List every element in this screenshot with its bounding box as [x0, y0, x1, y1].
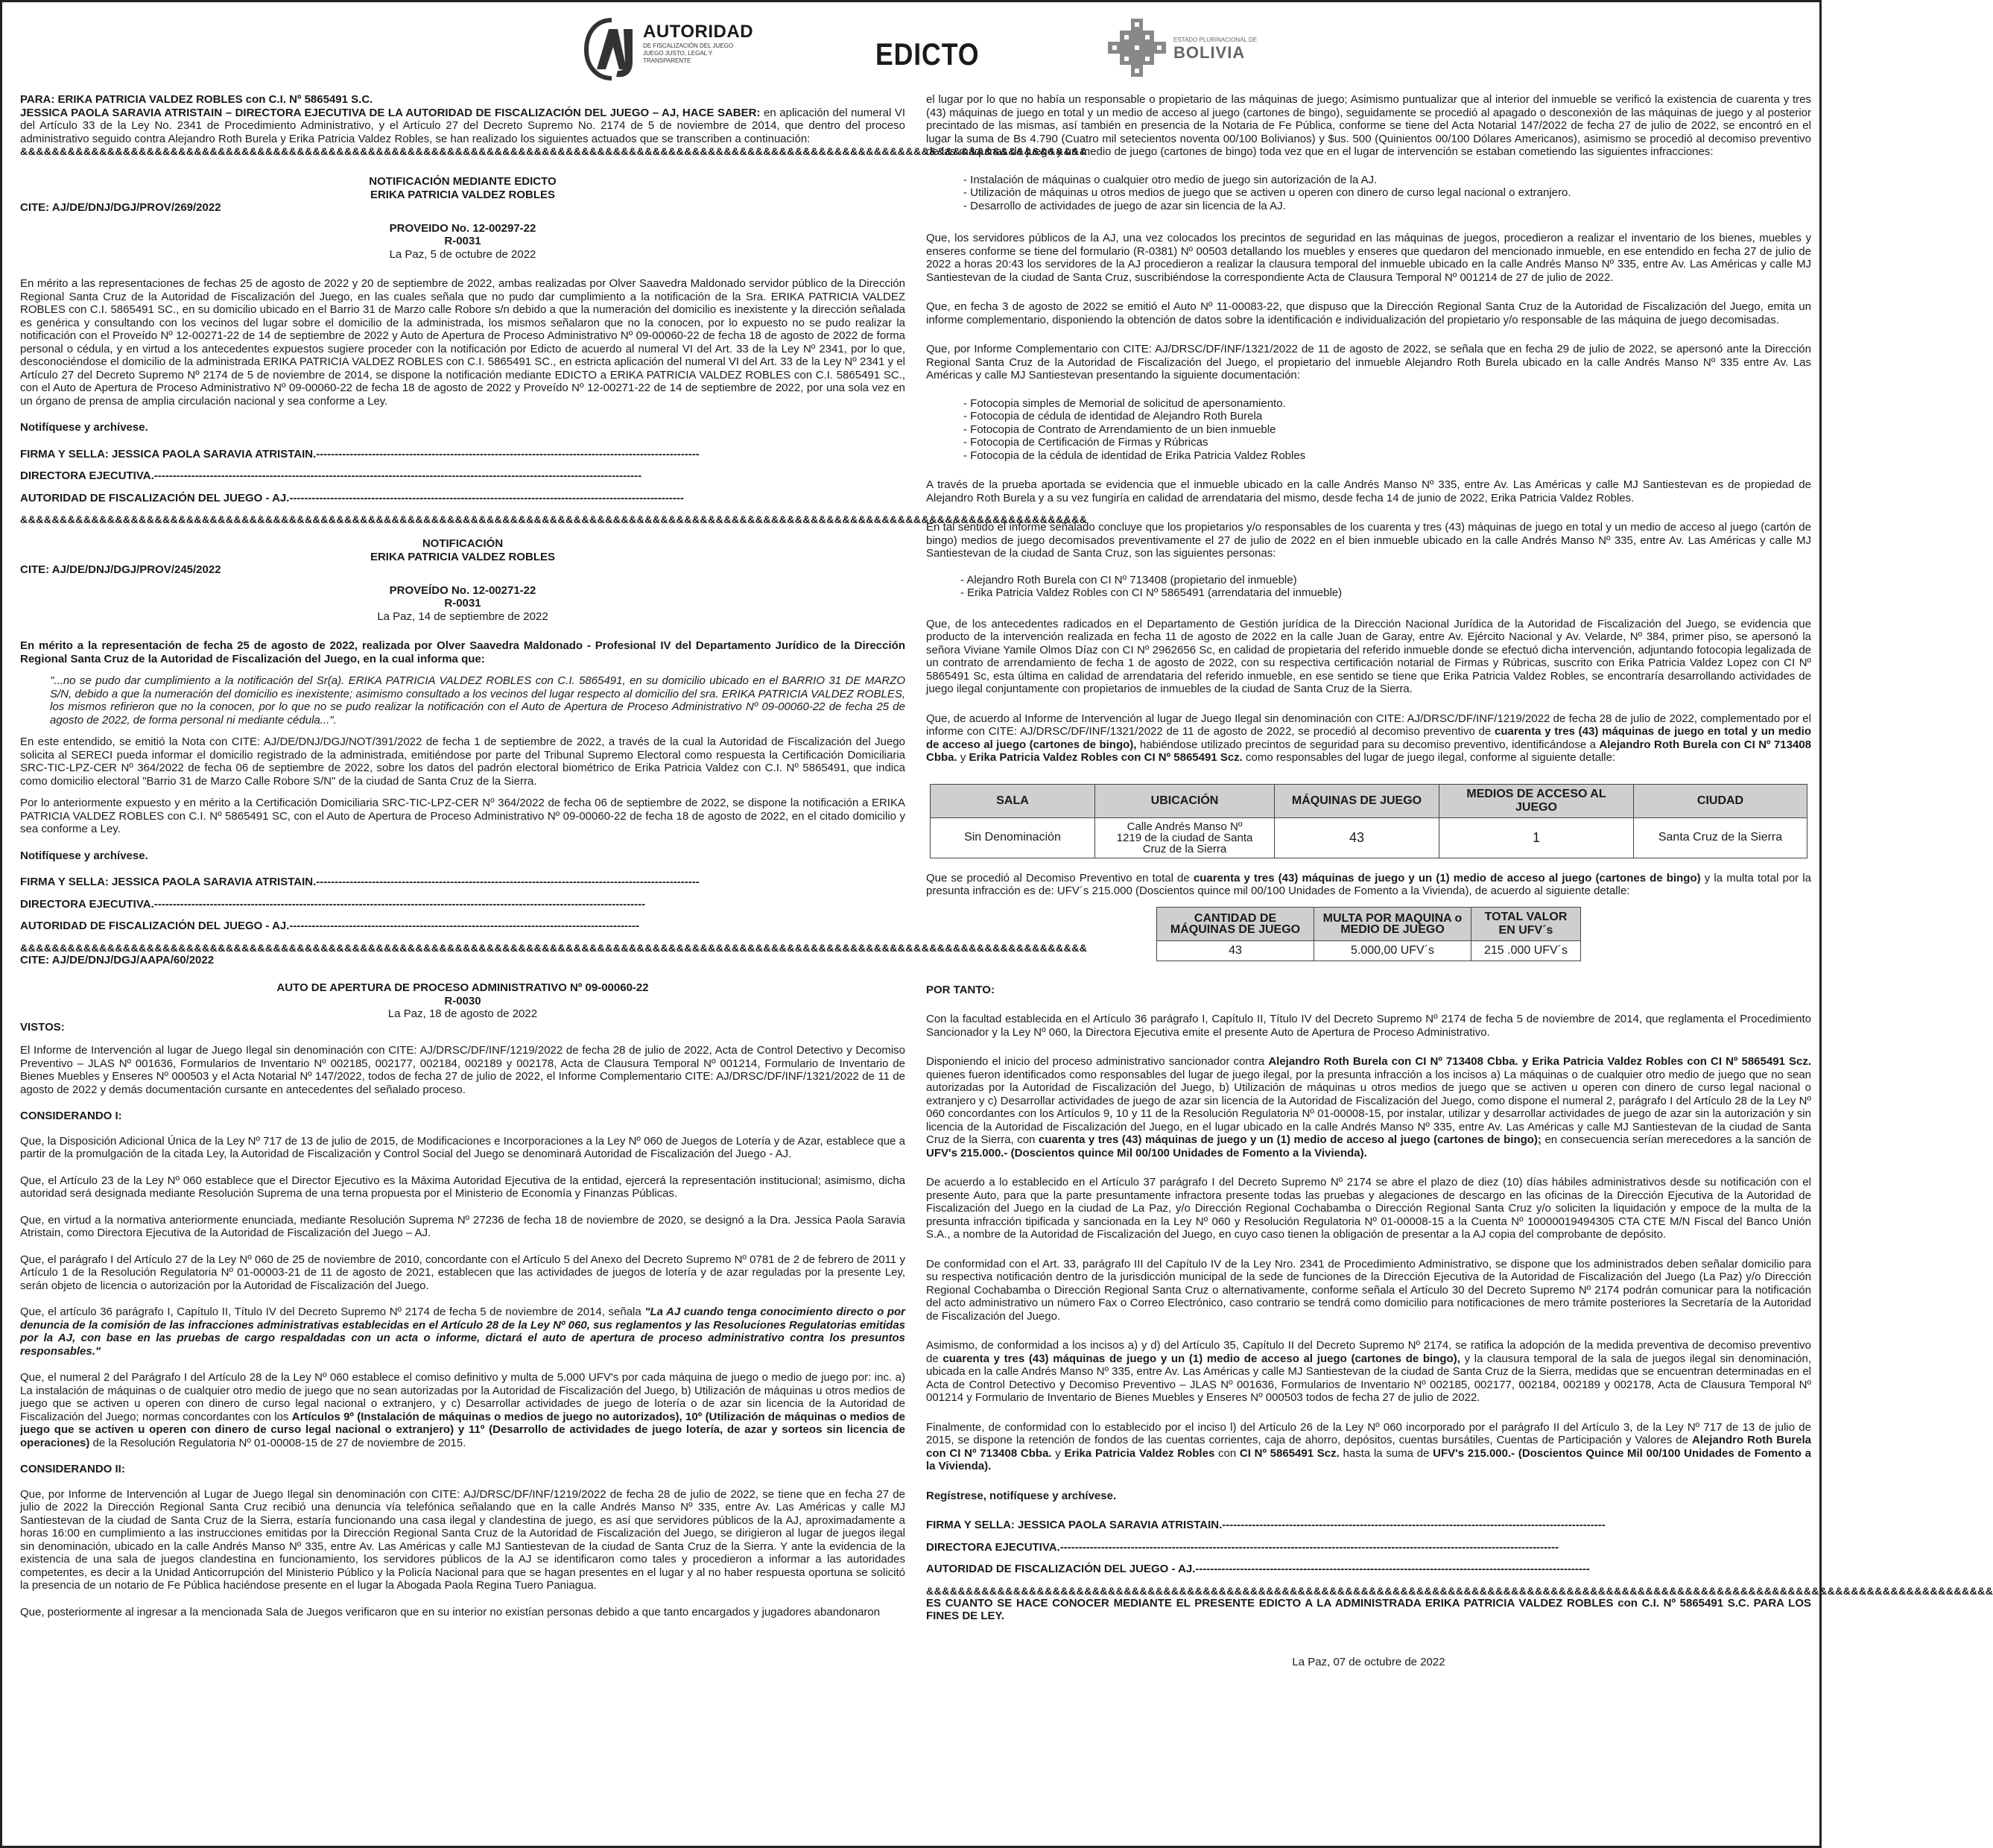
final-statement: ES CUANTO SE HACE CONOCER MEDIANTE EL PRESENTE EDICTO A LA ADMINISTRADA ERIKA PATRICIA VALDEZ ROBLES con C.I. Nº 5865491 S.C. PARA LOS FINES DE LEY.: [926, 1596, 1811, 1622]
pt6-text2: y: [1051, 1446, 1065, 1460]
considerando-1-p6: [20, 1371, 905, 1449]
right-p9: [926, 872, 1811, 898]
notification1-date: La Paz, 5 de octubre de 2022: [389, 247, 536, 261]
por-tanto-p5: [926, 1339, 1811, 1405]
notification2-p3: Por lo anteriormente expuesto y en mérito a la Certificación Domiciliaria SRC-TIC-LPZ-CER Nº 364/2022 de fecha 06 de septiembre de 2022, se dispone la notificación a ERIKA PATRICIA VALDEZ ROBLES con C.I. Nº 5865491 SC, con el Auto de Apertura de Proceso Administrativo Nº 09-00060-22 de fecha 18 de agosto de 2022, en el citado domicilio y sea conforme a Ley.: [20, 797, 905, 835]
pt2-text2: quienes fueron identificados como responsables del lugar de juego ilegal, por la presunta infracción a los incisos a) La máquinas o de cualquier otro medio de juego que no sean autorizadas por la Autoridad de Fiscalización del Juego, b) Utilización de máquinas u otros medios de juego que se activen u operen con dinero de curso legal nacional o extranjero y c) Desarrollar actividades de juego de azar sin licencia de la Autoridad de Fiscalización del Juego, como dispone el numeral 2, parágrafo I del Artículo 28 de la Ley Nº 060 concordantes con los Artículos 9, 10 y 11 de la Resolución Regulatoria Nº 01-00008-15, por instalar, utilizar y desarrollar actividades de juego de azar sin la autorización y sin licencia de la Autoridad de Fiscalización del Juego, en el lugar ubicado en la calle Andrés Manso Nº 335, entre Av. Las Américas y calle MJ Santiestevan de la ciudad de Santa Cruz de la Sierra, con: [926, 1068, 1811, 1146]
intro-paragraph: [20, 107, 905, 146]
aj-logo-sub2: JUEGO JUSTO, LEGAL Y TRANSPARENTE: [643, 50, 713, 64]
sala-table: [930, 784, 1807, 858]
pt6-bold: Alejandro Roth Burela con CI Nº 713408 Cbba.: [926, 1434, 1811, 1460]
considerando-1-p5: [20, 1306, 905, 1358]
list-item: - Erika Patricia Valdez Robles con CI Nº 5865491 (arrendataria del inmueble): [960, 586, 1811, 600]
c1-p5-text: Que, el artículo 36 parágrafo I, Capítulo II, Título IV del Decreto Supremo Nº 2174 de fecha 5 de noviembre de 2014, señala: [20, 1306, 645, 1318]
notification2-notifiquese: Notifíquese y archívese.: [20, 849, 148, 862]
notification2-proveido: PROVEÍDO No. 12-00271-22: [389, 583, 536, 597]
p9-text: Que se procedió al Decomiso Preventivo en total de: [926, 871, 1194, 885]
pt2-text3: en consecuencia serían merecedores a la sanción de: [1541, 1133, 1812, 1146]
c1-p6-text: Que, el numeral 2 del Parágrafo I del Artículo 28 de la Ley Nº 060 establece el comiso definitivo y multa de 5.000 UFV's por cada máquina de juego o medio de juego por: inc. a) La instalación de máquinas o de cualquier otro medio de juego que no sean autorizadas por la Autoridad de Fiscalización del Juego, b) Utilización de máquinas u otros medios de juego que se activen u operen con dinero de curso legal nacional o extranjero, y c) Desarrollar actividades de juego de lotería o de azar sin licencia de la Autoridad de Fiscalización del Juego; normas concordantes con los: [20, 1371, 905, 1423]
signature-line-2: DIRECTORA EJECUTIVA.--------------------------------------------------------------------------------------------------------------------------------------: [926, 1540, 1559, 1554]
right-p4: Que, por Informe Complementario con CITE: AJ/DRSC/DF/INF/1321/2022 de 11 de agosto de 2022, se señala que en fecha 29 de julio de 2022, se apersonó ante la Dirección Regional Santa Cruz de la Autoridad de Fiscalización del Juego, el propietario del inmueble Alejandro Roth Burela ubicado en la calle Andrés Manso Nº 335 entre Av. Las Américas y calle MJ Santiestevan presentando la siguiente documentación:: [926, 343, 1811, 382]
pt6-bold2: Erika Patricia Valdez Robles: [1064, 1446, 1215, 1460]
right-p7: Que, de los antecedentes radicados en el Departamento de Gestión jurídica de la Dirección Nacional Jurídica de la Autoridad de Fiscalización del Juego, se evidencia que producto de la intervención realizada en fecha 11 de agosto de 2022 en la calle Juan de Garay, entre Av. Ejército Nacional y Av. Velarde, Nº 384, primer piso, se apersonó la señora Viviane Yamile Olmos Díaz con CI Nº 2962656 Sc, en calidad de propietaria del referido inmueble donde se efectuó dicha intervención, adjuntando fotocopia legalizada de un contrato de arrendamiento de fecha 1 de agosto de 2022, con su respectiva certificación notarial de Firmas y Rúbricas, suscrito con Erika Patricia Valdez Lopez con CI Nº 5865491 Sc, esta última en calidad de arrendataria del referido inmueble, en ese sentido se tiene que Erika Patricia Valdez Robles, se encontraría desarrollando actividades de juego ilegal conjuntamente con propietarios de inmuebles de la ciudad de Santa Cruz de la Sierra.: [926, 617, 1811, 695]
pt6-text: Finalmente, de conformidad con lo establecido por el inciso l) del Artículo 26 de la Ley Nº 060 incorporado por el parágrafo II del Artículo 3, de la Ley Nº 717 de 13 de julio de 2015, se dispone la retención de fondos de las cuentas corrientes, caja de ahorro, depósitos, cuentas bursátiles, Cuentas de Participación y Valores de: [926, 1420, 1811, 1446]
p8-text: Que, de acuerdo al Informe de Intervención al lugar de Juego Ilegal sin denominación con CITE: AJ/DRSC/DF/INF/1219/2022 de fecha 28 de julio de 2022, complementado por el informe con CITE: AJ/DRSC/DF/INF/1321/2022 de 11 de agosto de 2022, se procedió al decomiso preventivo de: [926, 712, 1811, 738]
p8-bold3: Erika Patricia Valdez Robles con CI Nº 5865491 Scz.: [969, 751, 1243, 764]
pt2-bold3: UFV's 215.000.- (Doscientos quince Mil 00/100 Unidades de Fomento a la Vivienda).: [926, 1146, 1367, 1159]
signature-line-3: AUTORIDAD DE FISCALIZACIÓN DEL JUEGO - AJ.----------------------------------------------------------------------------------------------------------: [20, 491, 684, 504]
auto-cite: CITE: AJ/DE/DNJ/DGJ/AAPA/60/2022: [20, 953, 215, 966]
header: [2, 2, 1819, 92]
notification2-cite: CITE: AJ/DE/DNJ/DGJ/PROV/245/2022: [20, 563, 221, 576]
aj-logo: [583, 17, 754, 81]
notification1-proveido: PROVEIDO No. 12-00297-22: [389, 221, 536, 235]
pt6-bold3: CI Nº 5865491 Scz.: [1239, 1446, 1340, 1460]
separator-line: &&&&&&&&&&&&&&&&&&&&&&&&&&&&&&&&&&&&&&&&&&&&&&&&&&&&&&&&&&&&&&&&&&&&&&&&&&&&&&&&&&&&&&&&&&&&&&&&&&&&&&&&&&&&&&&&&&&&&&&&&&&&&&&&&&&&&&&: [20, 145, 1088, 157]
separator-line: &&&&&&&&&&&&&&&&&&&&&&&&&&&&&&&&&&&&&&&&&&&&&&&&&&&&&&&&&&&&&&&&&&&&&&&&&&&&&&&&&&&&&&&&&&&&&&&&&&&&&&&&&&&&&&&&&&&&&&&&&&&&&&&&&&&&&&&: [20, 513, 1088, 525]
signature-line-3: AUTORIDAD DE FISCALIZACIÓN DEL JUEGO - AJ.----------------------------------------------------------------------------------------------: [20, 920, 639, 932]
table-cell: 1: [1439, 817, 1634, 858]
aj-logo-name: AUTORIDAD: [643, 22, 754, 42]
por-tanto-p1: Con la facultad establecida en el Artículo 36 parágrafo I, Capítulo II, Título IV del Decreto Supremo Nº 2174 de fecha 5 de noviembre de 2014, que reglamenta el Procedimiento Sancionador y la Ley Nº 060, la Directora Ejecutiva emite el presente Auto de Apertura de Proceso Administrativo.: [926, 1013, 1811, 1039]
pt2-bold: Alejandro Roth Burela con CI Nº 713408 Cbba. y Erika Patricia Valdez Robles con CI Nº 5865491 Scz.: [1268, 1055, 1811, 1068]
considerando-2-p1: Que, por Informe de Intervención al Lugar de Juego Ilegal sin denominación con CITE: AJ/DRSC/DF/INF/1219/2022 de fecha 28 de julio de 2022, se tiene que en fecha 27 de julio de 2022 la Dirección Regional Santa Cruz recibió una denuncia vía telefónica señalando que en la calle Andrés Manso Nº 335, entre Av. Las Américas y calle MJ Santiestevan de la ciudad de Santa Cruz de la Sierra, estaría funcionando una casa ilegal y clandestina de juego, es así que servidores públicos de la AJ, aproximadamente a horas 16:00 en cumplimiento a las instrucciones emitidas por la Dirección Regional Santa Cruz de la Autoridad de Fiscalización del Juego, se dirigieron al lugar de juegos ilegal sin denominación, ubicado en la calle Andrés Manso Nº 335, entre Av. Las Américas y calle MJ Santiestevan de la ciudad de Santa Cruz de la Sierra. Y ante la evidencia de la existencia de una sala de juegos clandestina en funcionamiento, los servidores públicos de la AJ se identificaron como tales y procedieron a informar a las autoridades competentes, es decir a la Unidad Anticorrupción del Ministerio Público y la Policía Nacional para que se hagan presentes en el lugar y al no haber respuesta oportuna se solicitó la presencia de un notario de Fe Pública haciéndose presente en el lugar la Abogada Paola Regina Tuero Paniagua.: [20, 1487, 905, 1592]
intro-bold: JESSICA PAOLA SARAVIA ATRISTAIN – DIRECTORA EJECUTIVA DE LA AUTORIDAD DE FISCALIZACIÓN DEL JUEGO – AJ, HACE SABER:: [20, 106, 761, 119]
final-date: La Paz, 07 de octubre de 2022: [1292, 1655, 1445, 1668]
list-item: - Fotocopia de cédula de identidad de Alejandro Roth Burela: [963, 410, 1811, 423]
notification2-p2: En este entendido, se emitió la Nota con CITE: AJ/DE/DNJ/DGJ/NOT/391/2022 de fecha 1 de septiembre de 2022, a través de la cual la Autoridad de Fiscalización del Juego solicita al SERECI pueda informar el domicilio registrado de la administrada, emitiéndose por parte del Tribunal Supremo Electoral como respuesta la Certificación Domiciliaria SRC-TIC-LPZ-CER Nº 364/2022 de fecha 06 de septiembre de 2022, sobre los datos del padrón electoral biométrico de Erika Patricia Valdez con C.I. Nº 5865491, que indica como domicilio electoral "Barrio 31 de Marzo Calle Robore S/N" de la ciudad de Santa Cruz de la Sierra.: [20, 735, 905, 788]
separator-line: &&&&&&&&&&&&&&&&&&&&&&&&&&&&&&&&&&&&&&&&&&&&&&&&&&&&&&&&&&&&&&&&&&&&&&&&&&&&&&&&&&&&&&&&&&&&&&&&&&&&&&&&&&&&&&&&&&&&&&&&&&&&&&&&&&&&&&&: [20, 941, 1088, 954]
por-tanto-heading: POR TANTO:: [926, 983, 995, 996]
notification1-title: NOTIFICACIÓN MEDIANTE EDICTO: [369, 175, 557, 188]
bolivia-logo: [1105, 16, 1284, 80]
right-p5: A través de la prueba aportada se evidencia que el inmueble ubicado en la calle Andrés Manso Nº 335, entre Av. Las Américas y calle MJ Santiestevan es de propiedad de Alejandro Roth Burela y a su vez fungiría en calidad de arrendataria del mismo, desde fecha 14 de junio de 2022, Erika Patricia Valdez Robles.: [926, 478, 1811, 504]
table-header: CIUDAD: [1634, 784, 1807, 817]
aj-logo-sub1: DE FISCALIZACIÓN DEL JUEGO: [643, 42, 734, 49]
responsibles-list: [960, 574, 1811, 600]
list-item: - Fotocopia de Certificación de Firmas y Rúbricas: [963, 436, 1811, 449]
table-header: SALA: [931, 784, 1095, 817]
p8-bold2: Alejandro Roth Burela con CI Nº 713408 Cbba.: [926, 738, 1811, 764]
por-tanto-p6: [926, 1421, 1811, 1473]
p9-text2: y la multa total por la presunta infracción es de: UFV´s 215.000 (Doscientos quince mil 00/100 Unidades de Fomento a la Vivienda), de acuerdo al siguiente detalle:: [926, 871, 1811, 897]
notification2-bold: En mérito a la representación de fecha 25 de agosto de 2022, realizada por Olver Saavedra Maldonado - Profesional IV del Departamento Jurídico de la Dirección Regional Santa Cruz de la Autoridad de Fiscalización del Juego, en la cual informa que:: [20, 639, 905, 665]
vistos-body: El Informe de Intervención al lugar de Juego Ilegal sin denominación con CITE: AJ/DRSC/DF/INF/1219/2022 de fecha 28 de julio de 2022, Acta de Control Detectivo y Decomiso Preventivo – JLAS Nº 001636, Formularios de Inventario Nº 002185, 002177, 002184, 002189 y 002178, Acta de Clausura Temporal Nº 001214, Formulario de Inventario de Bienes Muebles y Enseres Nº 000503 y el Acta Notarial Nº 147/2022, todos de fecha 27 de julio de 2022, el Informe Complementario CITE: AJ/DRSC/DF/INF/1321/2022 de 11 de agosto de 2022 y demás documentación cursante en antecedentes del señalado proceso.: [20, 1044, 905, 1096]
list-item: - Fotocopia de la cédula de identidad de Erika Patricia Valdez Robles: [963, 449, 1811, 463]
considerando-1-heading: CONSIDERANDO I:: [20, 1110, 122, 1122]
bolivia-seal-icon: [1105, 16, 1169, 80]
infractions-list: [963, 174, 1811, 213]
separator-line: &&&&&&&&&&&&&&&&&&&&&&&&&&&&&&&&&&&&&&&&&&&&&&&&&&&&&&&&&&&&&&&&&&&&&&&&&&&&&&&&&&&&&&&&&&&&&&&&&&&&&&&&&&&&&&&&&&&&&&&&&&&&&&&&&&&&&&&: [926, 1584, 1993, 1597]
auto-title: AUTO DE APERTURA DE PROCESO ADMINISTRATIVO Nº 09-00060-22: [276, 981, 649, 994]
intro-rest: en aplicación del numeral VI del Artículo 33 de la Ley No. 2341 de Procedimiento Administrativo, y el Artículo 27 del Decreto Supremo No. 2174 de 5 de noviembre de 2014, que dentro del proceso administrativo seguido contra Alejandro Roth Burela y Erika Patricia Valdez Robles, se han realizado los siguientes actuados que se transcriben a continuación:: [20, 106, 905, 145]
list-item: - Fotocopia simples de Memorial de solicitud de apersonamiento.: [963, 397, 1811, 411]
aj-logo-icon: [583, 17, 640, 81]
c1-p6-end: de la Resolución Regulatoria Nº 01-00008-15 de 27 de noviembre de 2015.: [89, 1436, 466, 1449]
considerando-2-heading: CONSIDERANDO II:: [20, 1463, 125, 1475]
notification2-title: NOTIFICACIÓN: [422, 537, 504, 550]
considerando-1-p2: Que, el Artículo 23 de la Ley Nº 060 establece que el Director Ejecutivo es la Máxima Autoridad Ejecutiva de la entidad, ejercerá la representación institucional; asimismo, dicha autoridad será designada mediante Resolución Suprema de una terna propuesta por el Ministerio de Economía y Finanzas Públicas.: [20, 1174, 905, 1200]
signature-line-1: FIRMA Y SELLA: JESSICA PAOLA SARAVIA ATRISTAIN.-------------------------------------------------------------------------------------------------------: [926, 1519, 1606, 1531]
notification1-body: En mérito a las representaciones de fechas 25 de agosto de 2022 y 20 de septiembre de 2022, ambas realizadas por Olver Saavedra Maldonado servidor público de la Dirección Regional Santa Cruz de la Autoridad de Fiscalización del Juego, en las cuales señala que no pudo dar cumplimiento a la notificación de la Sra. ERIKA PATRICIA VALDEZ ROBLES con C.I. 5865491 SC., en su domicilio ubicado en el Barrio 31 de Marzo calle Robore s/n debido a que la numeración del domicilio es inexistente y la dirección señalada es genérica y consultando con los vecinos del lugar sobre el domicilio de la administrada, los mismos señalaron que no la conocen, por lo expuesto no se pudo realizar la notificación con el Proveído Nº 12-00271-22 de 14 de septiembre de 2022 y Auto de Apertura de Proceso Administrativo Nº 09-00060-22 de fecha 18 de agosto de 2022 de forma personal o cédula, y en virtud a los antecedentes expuestos sugiere proceder con la notificación por Edicto de acuerdo al numeral VI del Art. 33 de la Ley Nº 2341, por lo que, desconociéndose el domicilio de la administrada ERIKA PATRICIA VALDEZ ROBLES con C.I. 5865491 SC., en estricta aplicación del numeral VI del Art. 33 de la Ley Nº 2341 y el Artículo 27 del Decreto Supremo Nº 2174 de 5 de noviembre de 2014, se dispone la notificación mediante EDICTO a ERIKA PATRICIA VALDEZ ROBLES con C.I. 5865491 SC., con el Auto de Apertura de Proceso Administrativo Nº 09-00060-22 de fecha 18 de agosto de 2022 y Proveído Nº 12-00271-22 de 14 de septiembre de 2022, por una sola vez en un órgano de prensa de amplia circulación nacional y sea conforme a Ley.: [20, 277, 905, 408]
pt5-bold: cuarenta y tres (43) máquinas de juego y un (1) medio de acceso al juego (cartones de bingo),: [942, 1352, 1460, 1365]
table-cell: 43: [1157, 940, 1314, 961]
signature-line-3: AUTORIDAD DE FISCALIZACIÓN DEL JUEGO - AJ.----------------------------------------------------------------------------------------------------------: [926, 1563, 1590, 1575]
notification1-name: ERIKA PATRICIA VALDEZ ROBLES: [370, 188, 556, 201]
table-header-row: [931, 784, 1807, 817]
table-row: [931, 817, 1807, 858]
bolivia-name: BOLIVIA: [1173, 43, 1246, 62]
pt2-text: Disponiendo el inicio del proceso administrativo sancionador contra: [926, 1055, 1269, 1068]
notification1-notifiquese: Notifíquese y archívese.: [20, 421, 148, 434]
table-header: TOTAL VALOR EN UFV´s: [1471, 907, 1581, 940]
por-tanto-p2: [926, 1055, 1811, 1159]
right-p2: Que, los servidores públicos de la AJ, una vez colocados los precintos de seguridad en las máquinas de juegos, procedieron a realizar el inventario de los bienes, muebles y enseres conforme se tiene del formulario (R-0381) Nº 00503 detallando los muebles y enseres que quedaron del mencionado inmueble, en ese entendido en fecha 27 de julio de 2022 a horas 20:43 los servidores de la AJ procedieron a realizar la clausura temporal del inmueble ubicado en la calle Andrés Manso Nº 335, entre Av. Las Américas y calle MJ Santiestevan de la ciudad de Santa Cruz, suscribiéndose la correspondiente Acta de Clausura Temporal Nº 001214 de 27 de julio de 2022.: [926, 232, 1811, 284]
considerando-2-p2: Que, posteriormente al ingresar a la mencionada Sala de Juegos verificaron que en su interior no existían personas debido a que tanto encargados y jugadores abandonaron: [20, 1605, 881, 1618]
table-cell: Calle Andrés Manso Nº 1219 de la ciudad de Santa Cruz de la Sierra: [1095, 817, 1275, 858]
list-item: - Alejandro Roth Burela con CI Nº 713408 (propietario del inmueble): [960, 574, 1811, 587]
por-tanto-p4: De conformidad con el Art. 33, parágrafo III del Capítulo IV de la Ley Nro. 2341 de Procedimiento Administrativo, se dispone que los administrados deben señalar domicilio para su respectiva notificación dentro de la jurisdicción municipal de la sede de funciones de la Dirección Ejecutiva de la Autoridad de Fiscalización del Juego (La Paz) y/o Dirección Regional Cochabamba o Dirección Regional Santa Cruz o alternativamente, conforme señala el Artículo 30 del Decreto Supremo Nº 2174 podrán comunicar para la notificación del acto administrativo un número Fax o Correo Electrónico, caso contrario se tendrá como domicilio para notificaciones de mero trámite posteriores la Secretaría de la Autoridad de Fiscalización del Juego.: [926, 1257, 1811, 1323]
table-header-row: [1157, 907, 1581, 940]
pt6-text3: con: [1214, 1446, 1240, 1460]
list-item: - Fotocopia de Contrato de Arrendamiento de un bien inmueble: [963, 423, 1811, 437]
documents-list: [963, 397, 1811, 463]
right-p3: Que, en fecha 3 de agosto de 2022 se emitió el Auto Nº 11-00083-22, que dispuso que la Dirección Regional Santa Cruz de la Autoridad de Fiscalización del Juego, emita un informe complementario, disponiendo la obtención de datos sobre la identificación e individualización del propietario y/o responsable de las máquina de juego decomisadas.: [926, 300, 1811, 326]
table-header: MÁQUINAS DE JUEGO: [1275, 784, 1439, 817]
table-cell: Santa Cruz de la Sierra: [1634, 817, 1807, 858]
p8-text2: habiéndose utilizado precintos de seguridad para su decomiso preventivo, identificándose a: [1136, 738, 1600, 751]
signature-line-2: DIRECTORA EJECUTIVA.-----------------------------------------------------------------------------------------------------------------------------------: [20, 469, 642, 482]
considerando-1-p3: Que, en virtud a la normativa anteriormente enunciada, mediante Resolución Suprema Nº 27236 de fecha 18 de noviembre de 2020, se designó a la Dra. Jessica Paola Saravia Atristain, como Directora Ejecutiva de la Autoridad de Fiscalización del Juego – AJ.: [20, 1213, 905, 1239]
table-cell: Sin Denominación: [931, 817, 1095, 858]
notification1-r: R-0031: [444, 235, 481, 247]
table-cell: 5.000,00 UFV´s: [1314, 940, 1471, 961]
right-column: [926, 93, 1993, 1677]
notification2-date: La Paz, 14 de septiembre de 2022: [377, 610, 548, 623]
signature-line-1: FIRMA Y SELLA: JESSICA PAOLA SARAVIA ATRISTAIN.-------------------------------------------------------------------------------------------------------: [20, 876, 700, 888]
document-title: EDICTO: [875, 37, 980, 72]
list-item: - Desarrollo de actividades de juego de azar sin licencia de la AJ.: [963, 200, 1811, 213]
pt6-text4: hasta la suma de: [1339, 1446, 1433, 1460]
signature-line-2: DIRECTORA EJECUTIVA.------------------------------------------------------------------------------------------------------------------------------------: [20, 897, 646, 911]
multa-table: [1156, 907, 1581, 961]
table-header: MEDIOS DE ACCESO AL JUEGO: [1439, 784, 1634, 817]
table-cell: 215 .000 UFV´s: [1471, 940, 1581, 961]
pt5-text: Asimismo, de conformidad a los incisos a) y d) del Artículo 35, Capítulo II del Decreto Supremo Nº 2174, se ratifica la adopción de la medida preventiva de decomiso preventivo de: [926, 1339, 1811, 1365]
notification1-cite: CITE: AJ/DE/DNJ/DGJ/PROV/269/2022: [20, 201, 221, 214]
notification2-name: ERIKA PATRICIA VALDEZ ROBLES: [370, 550, 556, 563]
c1-p5-quote: "La AJ cuando tenga conocimiento directo o por denuncia de la comisión de las infracciones administrativas establecidas en el Artículo 28 de la Ley Nº 060, sus reglamentos y las Resoluciones Regulatorias emitidas por la AJ, con base en las pruebas de cargo respaldadas con un acta o informe, dictará el auto de apertura de proceso administrativo contra los presuntos responsables.": [20, 1306, 905, 1358]
pt2-bold2: cuarenta y tres (43) máquinas de juego y un (1) medio de acceso al juego (cartones de bingo);: [1038, 1133, 1542, 1146]
bolivia-small-text: ESTADO PLURINACIONAL DE: [1173, 37, 1258, 43]
considerando-1-p4: Que, el parágrafo I del Artículo 27 de la Ley Nº 060 de 25 de noviembre de 2010, concordante con el Artículo 5 del Anexo del Decreto Supremo Nº 0781 de 2 de febrero de 2011 y Artículo 1 de la Resolución Regulatoria Nº 01-00003-21 de 11 de agosto de 2021, establecen que las actividades de juegos de lotería y de azar reguladas por la presente Ley, serán objeto de licencia o autorización por la Autoridad de Fiscalización del Juego.: [20, 1253, 905, 1292]
vistos-heading: VISTOS:: [20, 1020, 65, 1034]
table-row: [1157, 940, 1581, 961]
list-item: - Utilización de máquinas u otros medios de juego que se activen u operen con dinero de curso legal nacional o extranjero.: [963, 186, 1811, 200]
notification2-r: R-0031: [444, 597, 481, 610]
p8-text4: como responsables del lugar de juego ilegal, conforme al siguiente detalle:: [1242, 751, 1616, 764]
table-header: UBICACIÓN: [1095, 784, 1275, 817]
table-header: MULTA POR MAQUINA o MEDIO DE JUEGO: [1314, 907, 1471, 940]
table-cell: 43: [1275, 817, 1439, 858]
right-p1: el lugar por lo que no había un responsable o propietario de las máquinas de juego; Asimismo puntualizar que al interior del inmueble se verificó la existencia de cuarenta y tres (43) máquinas de juego en total y un medio de acceso al juego (cartones de bingo), seguidamente se procedió al apagado o desconexión de las máquinas de juego y al posterior precintado de las mismas, así también en presencia de la Notaria de Fe Pública, conforme se tiene del Acta Notarial 147/2022 de fecha 27 de julio de 2022, se encontró en el lugar la suma de Bs 4.790 (Cuatro mil setecientos noventa 00/100 Bolivianos) y $us. 500 (Quinientos 00/100 Dólares Americanos), asimismo se procedió al decomiso preventivo de las máquinas de juego y un medio de juego (cartones de bingo) toda vez que en el lugar de intervención se estaban cometiendo las siguientes infracciones:: [926, 93, 1811, 158]
right-p6: En tal sentido el informe señalado concluye que los propietarios y/o responsables de los cuarenta y tres (43) máquinas de juego en total y un medio de acceso al juego (cartón de bingo) medios de juego decomisados preventivamente el 27 de julio de 2022 en el bien inmueble ubicado en la calle Andrés Manso Nº 335, entre Av. Las Américas y calle MJ Santiestevan de la ciudad de Santa Cruz, son las siguientes personas:: [926, 521, 1811, 560]
recipient-line: PARA: ERIKA PATRICIA VALDEZ ROBLES con C.I. Nº 5865491 S.C.: [20, 93, 373, 106]
pt6-bold4: UFV's 215.000.- (Doscientos Quince Mil 00/100 Unidades de Fomento a la Vivienda).: [926, 1446, 1811, 1472]
registrese: Regístrese, notifíquese y archívese.: [926, 1489, 1117, 1502]
right-p8: [926, 712, 1811, 765]
auto-r: R-0030: [444, 994, 481, 1007]
considerando-1-p1: Que, la Disposición Adicional Única de la Ley Nº 717 de 13 de julio de 2015, de Modificaciones e Incorporaciones a la Ley Nº 060 de Juegos de Lotería y de Azar, establece que a partir de la promulgación de la citada Ley, la Autoridad de Fiscalización y Control Social del Juego se denominará Autoridad de Fiscalización del Juego - AJ.: [20, 1134, 905, 1160]
p8-bold: cuarenta y tres (43) máquinas de juego en total y un medio de acceso al juego (cartones de bingo),: [926, 725, 1811, 751]
por-tanto-p3: De acuerdo a lo establecido en el Artículo 37 parágrafo I del Decreto Supremo Nº 2174 se abre el plazo de diez (10) días hábiles administrativos desde su notificación con el presente Auto, para que la parte presuntamente infractora presente todas las pruebas y alegaciones de descargo en las oficinas de la Dirección Ejecutiva de la Autoridad de Fiscalización del Juego en la ciudad de La Paz, y/o Dirección Regional Cochabamba o Dirección Regional Santa Cruz y/o soliciten la liquidación y empoce de la multa de la presunta infracción tipificada y sancionada en la Ley Nº 060 y Resolución Regulatoria Nº 01-00008-15 a la Cuenta Nº 10000019494305 CTA CTE M/N Fiscal del Banco Unión S.A., a nombre de la Autoridad de Fiscalización del Juego, en cuyo caso tienen la obligación de presentar a la AJ copia del comprobante de depósito.: [926, 1176, 1811, 1241]
pt5-text2: y la clausura temporal de la sala de juegos ilegal sin denominación, ubicada en la calle Andrés Manso Nº 335, entre Av. Las Américas y calle MJ Santiestevan de la ciudad de Santa Cruz de la Sierra, medidas que se encuentran determinadas en el Acta de Control Detectivo y Decomiso Preventivo – JLAS Nº 001636, Formularios de Inventario Nº 002185, 002177, 002184, 002189 y 002178, Acta de Clausura Temporal Nº 001214 y Formulario de Inventario de Bienes Muebles y Enseres Nº 000503 todos de fecha 27 de julio de 2022.: [926, 1352, 1811, 1404]
table-header: CANTIDAD DE MÁQUINAS DE JUEGO: [1157, 907, 1314, 940]
p8-text3: y: [957, 751, 969, 764]
notification2-quote: "...no se pudo dar cumplimiento a la notificación del Sr(a). ERIKA PATRICIA VALDEZ ROBLES con C.I. 5865491, en su domicilio ubicado en el BARRIO 31 DE MARZO S/N, debido a que la numeración del domicilio es inexistente; asimismo consultado a los vecinos del lugar respecto al domicilio del sra. ERIKA PATRICIA VALDEZ ROBLES, los mismos refirieron que no la conocen, por lo que no se pudo realizar la notificación con el Auto de Apertura de Proceso Administrativo Nº 09-00060-22 de fecha 25 de agosto de 2022, de forma personal ni mediante cédula...".: [50, 674, 905, 727]
list-item: - Instalación de máquinas o cualquier otro medio de juego sin autorización de la AJ.: [963, 174, 1811, 187]
p9-bold: cuarenta y tres (43) máquinas de juego y un (1) medio de acceso al juego (cartones de bingo): [1193, 871, 1701, 885]
signature-line-1: FIRMA Y SELLA: JESSICA PAOLA SARAVIA ATRISTAIN.-------------------------------------------------------------------------------------------------------: [20, 447, 700, 461]
c1-p6-bold: Artículos 9º (Instalación de máquinas o medios de juego no autorizados), 10º (Utilización de máquinas o medios de juego que se activen u operen con dinero de curso legal nacional o extranjero) y 11º (Desarrollo de actividades de juego lotería, de azar y sorteos sin licencia de operaciones): [20, 1410, 905, 1449]
auto-date: La Paz, 18 de agosto de 2022: [387, 1007, 538, 1020]
